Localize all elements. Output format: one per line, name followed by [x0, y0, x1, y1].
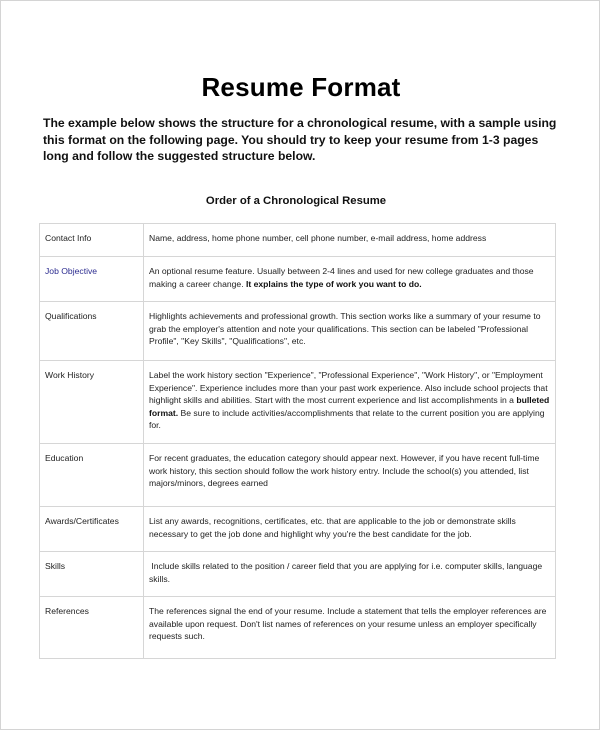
row-text: Label the work history section "Experience", "Professional Experience", "Work History", or "Employment Experience". Experience includes more than your past work experience. Also include school projects that highlight skills and abilities. Start with the most current experience and list accomplishments in a	[149, 370, 548, 406]
row-description	[144, 361, 556, 444]
row-label: Contact Info	[40, 224, 144, 257]
table-title: Order of a Chronological Resume	[205, 195, 387, 207]
table-row	[40, 257, 556, 302]
row-text: Include skills related to the position / career field that you are applying for i.e. computer skills, language skills.	[149, 561, 545, 584]
row-description	[144, 552, 556, 597]
row-text: For recent graduates, the education category should appear next. However, if you have recent full-time work history, this section should follow the work history entry. Include the school(s) you attended, list majors/minors, degrees earned	[149, 453, 540, 489]
row-description	[144, 597, 556, 659]
row-text: Highlights achievements and professional growth. This section works like a summary of your resume to grab the employer's attention and note your qualifications. This section can be labeled "Professional Profile", "Key Skills", "Qualifications", etc.	[149, 311, 541, 347]
row-label: Skills	[40, 552, 144, 597]
row-bold-text: bulleted format.	[149, 395, 550, 418]
row-description	[144, 224, 556, 257]
table-row	[40, 597, 556, 659]
table-row	[40, 444, 556, 507]
row-text: An optional resume feature. Usually between 2-4 lines and used for new college graduates and those making a career change.	[149, 266, 534, 289]
row-label: Education	[40, 444, 144, 507]
row-label: References	[40, 597, 144, 659]
row-label: Qualifications	[40, 302, 144, 361]
row-text: The references signal the end of your resume. Include a statement that tells the employer references are available upon request. Don't list names of references on your resume unless an employer specifically requests such.	[149, 606, 547, 642]
row-description	[144, 507, 556, 552]
row-bold-text: It explains the type of work you want to do.	[245, 278, 422, 289]
row-label: Work History	[40, 361, 144, 444]
table-row	[40, 302, 556, 361]
row-text: List any awards, recognitions, certificates, etc. that are applicable to the job or demonstrate skills necessary to get the job done and highlight why you're the best candidate for the job.	[149, 516, 516, 539]
resume-order-table	[39, 223, 556, 659]
row-text: Name, address, home phone number, cell phone number, e-mail address, home address	[149, 233, 487, 243]
row-label: Awards/Certificates	[40, 507, 144, 552]
row-text: Be sure to include activities/accomplishments that relate to the current position you are applying for.	[149, 407, 545, 431]
intro-paragraph: The example below shows the structure for a chronological resume, with a sample using this format on the following page. You should try to keep your resume from 1-3 pages long and follow the suggested structure below.	[43, 116, 557, 163]
row-label: Job Objective	[40, 257, 144, 302]
row-description	[144, 257, 556, 302]
table-row	[40, 507, 556, 552]
row-description	[144, 444, 556, 507]
row-description	[144, 302, 556, 361]
table-row	[40, 361, 556, 444]
table-row	[40, 552, 556, 597]
page-title: Resume Format	[201, 72, 401, 102]
table-row	[40, 224, 556, 257]
